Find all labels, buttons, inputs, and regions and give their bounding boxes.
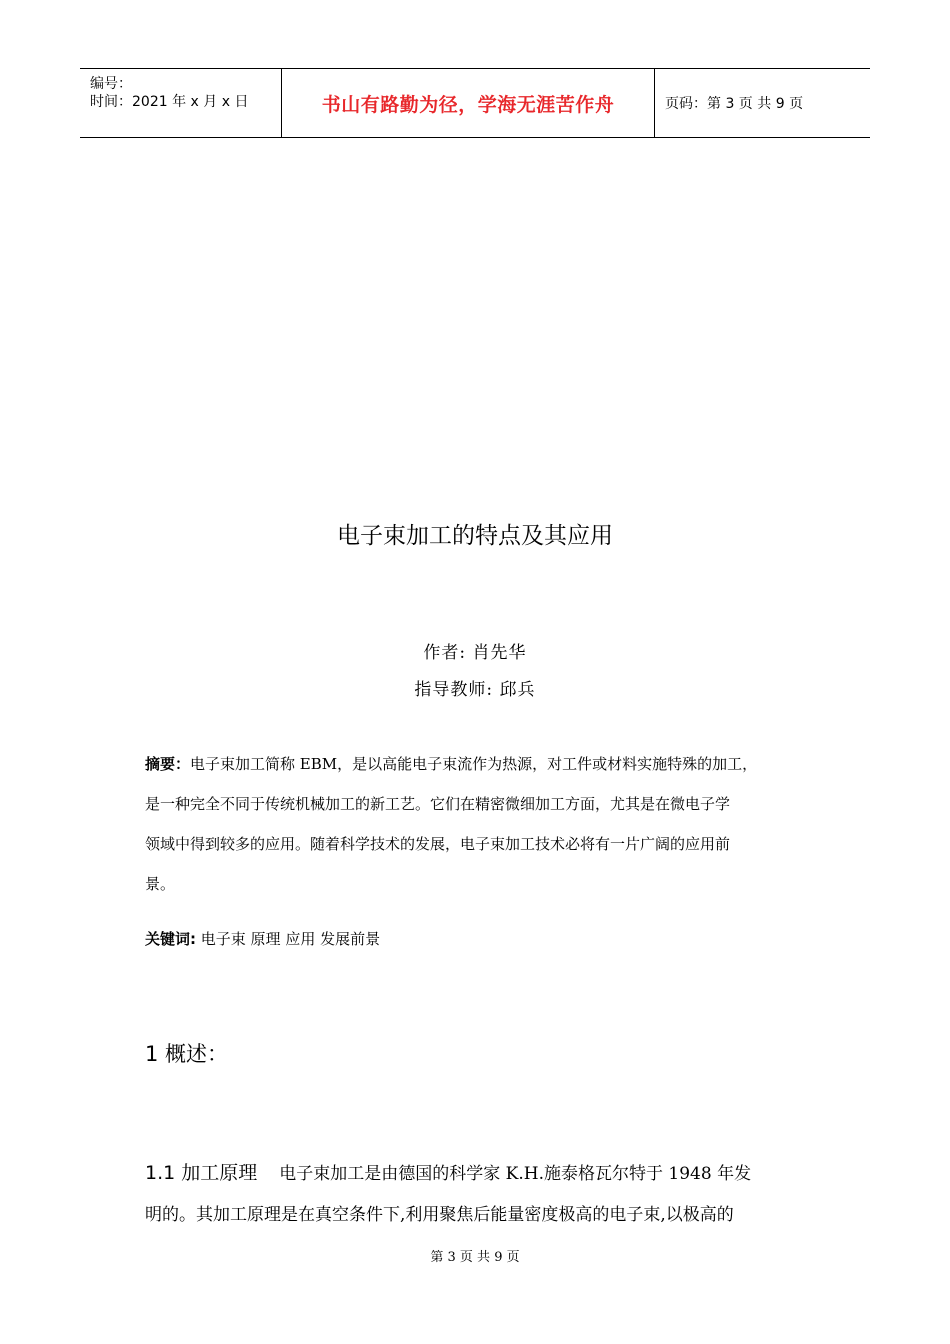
header-page-code: 页码：第 3 页 共 9 页	[665, 96, 804, 112]
header-left-cell	[80, 69, 282, 137]
abstract-line: 景。	[145, 875, 176, 893]
abstract-line	[145, 744, 810, 784]
abstract-line: 是一种完全不同于传统机械加工的新工艺。它们在精密微细加工方面，尤其是在微电子学	[145, 795, 731, 813]
section-heading: 1 概述：	[145, 1042, 229, 1066]
abstract-paragraph	[145, 744, 810, 904]
abstract-line: 领域中得到较多的应用。随着科学技术的发展，电子束加工技术必将有一片广阔的应用前	[145, 835, 731, 853]
advisor-line: 指导教师: 邱兵	[414, 680, 536, 700]
subsection-line	[145, 1152, 815, 1194]
page-footer: 第 3 页 共 9 页	[430, 1250, 520, 1265]
subsection-paragraph	[145, 1152, 815, 1236]
header-right-cell	[655, 69, 870, 137]
header-table	[80, 68, 870, 138]
document-number-label: 编号：	[90, 76, 132, 92]
author-line: 作者: 肖先华	[423, 643, 527, 663]
keywords-text: 电子束 原理 应用 发展前景	[200, 930, 381, 948]
subsection-line: 明的。其加工原理是在真空条件下,利用聚焦后能量密度极高的电子束,以极高的	[145, 1205, 734, 1225]
subsection-heading: 1.1 加工原理	[145, 1162, 258, 1184]
keywords-label: 关键词:	[145, 930, 196, 948]
header-motto: 书山有路勤为径，学海无涯苦作舟	[321, 93, 615, 116]
abstract-text: 电子束加工简称 EBM，是以高能电子束流作为热源，对工件或材料实施特殊的加工，	[190, 755, 758, 773]
subsection-text: 电子束加工是由德国的科学家 K.H.施泰格瓦尔特于 1948 年发	[279, 1164, 752, 1184]
document-time-label: 时间：2021 年 x 月 x 日	[90, 94, 249, 110]
document-title: 电子束加工的特点及其应用	[337, 523, 613, 549]
header-motto-cell	[282, 69, 655, 137]
keywords-line	[145, 928, 380, 949]
abstract-label: 摘要：	[145, 755, 191, 773]
